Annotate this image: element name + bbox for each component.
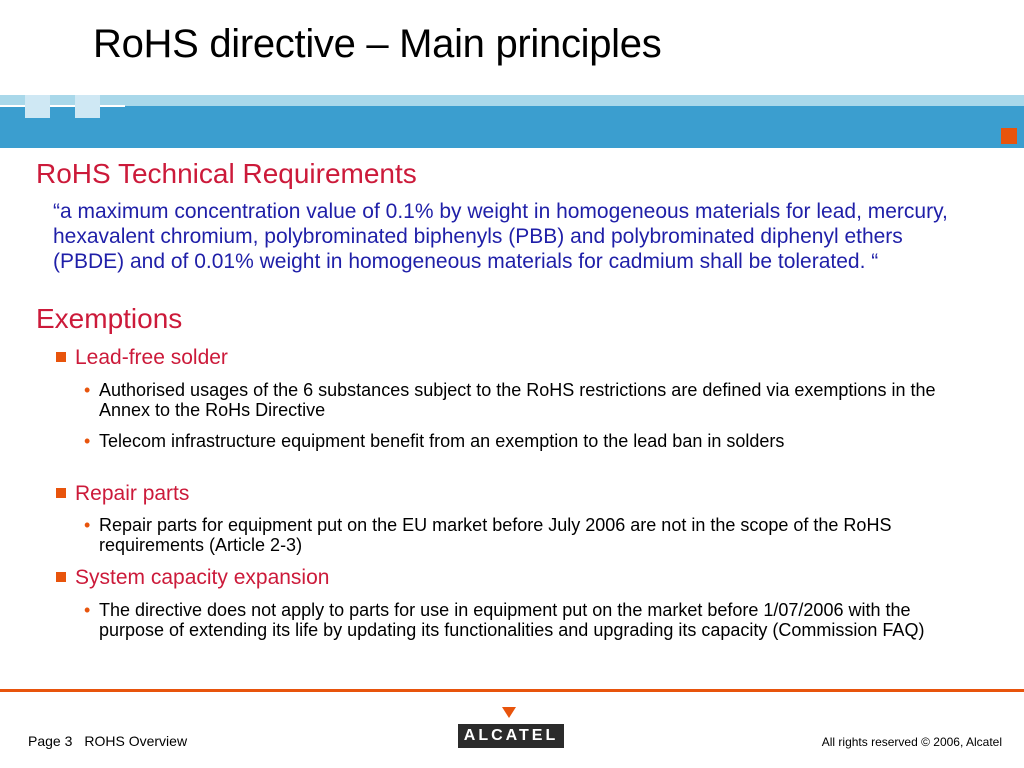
dot-bullet-icon: • bbox=[84, 600, 91, 620]
slide-title: RoHS directive – Main principles bbox=[93, 22, 662, 66]
tech-requirements-quote: “a maximum concentration value of 0.1% by weight in homogeneous materials for lead, mercury, hexavalent chromium, polybrominated biphenyls (PBB) and polybrominated diphenyl ethers (PBDE) and of 0.01% weight in homogeneous materials for cadmium shall be tolerated. “ bbox=[53, 200, 948, 273]
exemption-item-repair-parts bbox=[56, 482, 189, 506]
exemption-point-text: The directive does not apply to parts for use in equipment put on the market before 1/07/2006 with the purpose of extending its life by updating its functionalities and upgrading its capacity (Commission FAQ) bbox=[99, 600, 925, 640]
exemption-label: Lead-free solder bbox=[75, 346, 228, 369]
exemption-point bbox=[84, 431, 944, 451]
square-bullet-icon bbox=[56, 572, 66, 582]
header-band-gap bbox=[0, 105, 125, 107]
footer-left bbox=[28, 733, 199, 749]
header-band-light bbox=[0, 95, 1024, 106]
accent-square-icon bbox=[1001, 128, 1017, 144]
exemption-label: System capacity expansion bbox=[75, 566, 330, 589]
exemption-point-text: Repair parts for equipment put on the EU market before July 2006 are not in the scope of the RoHS requirements (Article 2-3) bbox=[99, 515, 892, 555]
exemption-point bbox=[84, 515, 944, 555]
footer-section: ROHS Overview bbox=[84, 733, 188, 749]
page-number: Page 3 bbox=[28, 733, 73, 749]
header-square-1 bbox=[25, 95, 50, 118]
dot-bullet-icon: • bbox=[84, 515, 91, 535]
square-bullet-icon bbox=[56, 352, 66, 362]
exemption-point-text: Authorised usages of the 6 substances subject to the RoHS restrictions are defined via exemptions in the Annex to the RoHs Directive bbox=[99, 380, 936, 420]
tech-requirements-heading: RoHS Technical Requirements bbox=[36, 158, 417, 189]
alcatel-logo: ALCATEL bbox=[458, 724, 564, 748]
square-bullet-icon bbox=[56, 488, 66, 498]
dot-bullet-icon: • bbox=[84, 431, 91, 451]
exemption-item-system-capacity bbox=[56, 566, 329, 590]
header-square-2 bbox=[75, 95, 100, 118]
footer-rights: All rights reserved © 2006, Alcatel bbox=[821, 735, 1002, 749]
logo-arrow-icon bbox=[502, 707, 516, 718]
exemption-point bbox=[84, 380, 944, 420]
exemption-label: Repair parts bbox=[75, 482, 190, 505]
header-band-dark bbox=[0, 106, 1024, 148]
exemption-point-text: Telecom infrastructure equipment benefit from an exemption to the lead ban in solders bbox=[99, 431, 785, 451]
exemption-point bbox=[84, 600, 944, 640]
exemption-item-lead-free-solder bbox=[56, 346, 228, 370]
exemptions-heading: Exemptions bbox=[36, 303, 183, 334]
dot-bullet-icon: • bbox=[84, 380, 91, 400]
footer-divider bbox=[0, 689, 1024, 692]
